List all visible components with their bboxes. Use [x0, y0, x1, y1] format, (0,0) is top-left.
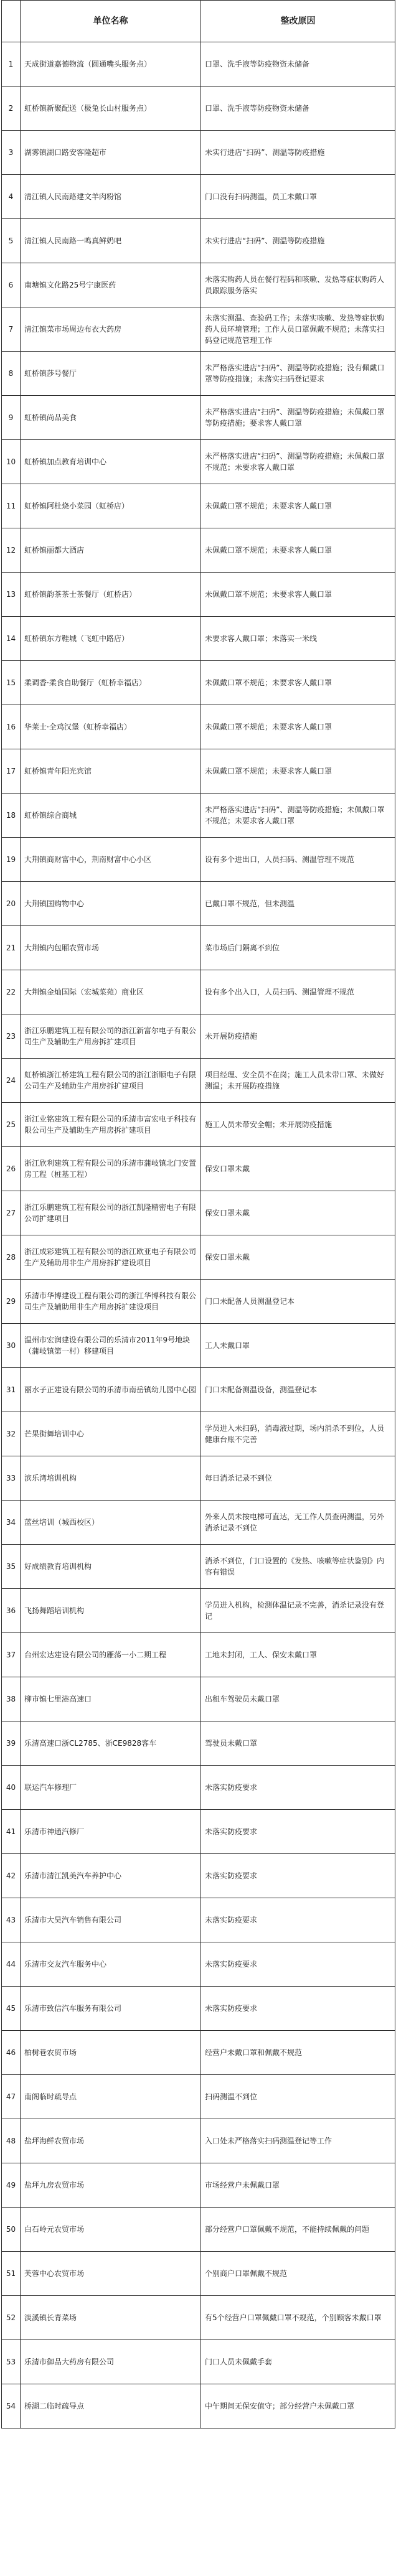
table-row [2, 42, 395, 87]
row-index: 18 [2, 794, 21, 838]
unit-name-cell: 浙江乐鹏建筑工程有限公司的浙江凯隆精密电子有限公司扩建项目 [21, 1191, 201, 1235]
reason-cell: 消杀不到位，门口设置的《发热、咳嗽等症状鉴别》内容有错误 [201, 1545, 395, 1589]
unit-name-cell: 南塘镇文化路25号宁康医药 [21, 263, 201, 307]
row-index: 20 [2, 882, 21, 926]
table-row [2, 1368, 395, 1412]
table-row [2, 2384, 395, 2428]
row-index: 12 [2, 528, 21, 573]
table-row [2, 1501, 395, 1545]
reason-cell: 未落实购药人员在餐行程码和咳嗽、发热等症状购药人员跟踪服务落实 [201, 263, 395, 307]
unit-name-cell: 乐清高速口浙CL2785、浙CE9828客车 [21, 1721, 201, 1766]
row-index: 39 [2, 1721, 21, 1766]
reason-cell: 门口人员未佩戴手套 [201, 2340, 395, 2384]
unit-name-cell: 乐清市御品大药房有限公司 [21, 2340, 201, 2384]
row-index: 31 [2, 1368, 21, 1412]
table-row [2, 2163, 395, 2208]
row-index: 16 [2, 705, 21, 749]
row-index: 3 [2, 131, 21, 175]
reason-cell: 门口没有扫码测温，员工未戴口罩 [201, 175, 395, 219]
unit-name-cell: 丽水子正建设有限公司的乐清市南岳镇幼儿园中心园 [21, 1368, 201, 1412]
unit-name-cell: 滨乐湾培训机构 [21, 1456, 201, 1501]
reason-cell: 施工人员未带安全帽；未开展防疫措施 [201, 1103, 395, 1147]
unit-name-cell: 乐清市清江凯美汽车养护中心 [21, 1854, 201, 1898]
table-row [2, 1987, 395, 2031]
row-index: 44 [2, 1942, 21, 1987]
unit-name-cell: 温州市宏润建设有限公司的乐清市2011年9号地块（蒲岐镇第一村）移建项目 [21, 1324, 201, 1368]
table-row [2, 307, 395, 352]
reason-cell: 未要求客人戴口罩；未落实一米线 [201, 617, 395, 661]
header-unit-name: 单位名称 [21, 1, 201, 42]
row-index: 34 [2, 1501, 21, 1545]
unit-name-cell: 虹桥镇加点教育培训中心 [21, 440, 201, 484]
table-row [2, 661, 395, 705]
table-row [2, 440, 395, 484]
unit-name-cell: 飞扬舞蹈培训机构 [21, 1589, 201, 1633]
unit-name-cell: 虹桥镇丽都大酒店 [21, 528, 201, 573]
unit-name-cell: 盐坪九房农贸市场 [21, 2163, 201, 2208]
reason-cell: 未实行进店“扫码”、测温等防疫措施 [201, 219, 395, 263]
table-row [2, 131, 395, 175]
reason-cell: 项目经理、安全员不在岗；施工人员未带口罩、未做好测温；未开展防疫措施 [201, 1059, 395, 1103]
row-index: 26 [2, 1147, 21, 1191]
unit-name-cell: 浙江成彩建筑工程有限公司的浙江欧亚电子有限公司生产及辅助用非生产用房拆扩建设项目 [21, 1235, 201, 1280]
row-index: 43 [2, 1898, 21, 1942]
table-row [2, 1412, 395, 1456]
row-index: 32 [2, 1412, 21, 1456]
header-reason: 整改原因 [201, 1, 395, 42]
reason-cell: 入口处未严格落实扫码测温登记等工作 [201, 2119, 395, 2163]
unit-name-cell: 虹桥镇综合商城 [21, 794, 201, 838]
unit-name-cell: 乐清市交友汽车服务中心 [21, 1942, 201, 1987]
unit-name-cell: 浙江欣利建筑工程有限公司的乐清市蒲岐镇北门安置房工程（桩基工程） [21, 1147, 201, 1191]
reason-cell: 未佩戴口罩不规范；未要求客人戴口罩 [201, 661, 395, 705]
table-row [2, 1810, 395, 1854]
row-index: 33 [2, 1456, 21, 1501]
row-index: 41 [2, 1810, 21, 1854]
table-row [2, 175, 395, 219]
reason-cell: 学员进入机构，检测体温记录不完善，消杀记录没有登记 [201, 1589, 395, 1633]
table-row [2, 2031, 395, 2075]
reason-cell: 扫码测温不到位 [201, 2075, 395, 2119]
row-index: 2 [2, 87, 21, 131]
unit-name-cell: 大荆镇内包厢农贸市场 [21, 926, 201, 970]
table-row [2, 882, 395, 926]
rectification-table [1, 0, 395, 2428]
table-header-row [2, 1, 395, 42]
unit-name-cell: 清江镇人民南路建文羊肉粉馆 [21, 175, 201, 219]
reason-cell: 未佩戴口罩不规范；未要求客人戴口罩 [201, 573, 395, 617]
table-row [2, 1324, 395, 1368]
unit-name-cell: 好成绩教育培训机构 [21, 1545, 201, 1589]
table-row [2, 617, 395, 661]
row-index: 17 [2, 749, 21, 794]
row-index: 6 [2, 263, 21, 307]
table-row [2, 573, 395, 617]
table-row [2, 1147, 395, 1191]
table-row [2, 970, 395, 1014]
row-index: 8 [2, 352, 21, 396]
reason-cell: 未佩戴口罩不规范；未要求客人戴口罩 [201, 484, 395, 528]
row-index: 42 [2, 1854, 21, 1898]
table-row [2, 794, 395, 838]
row-index: 49 [2, 2163, 21, 2208]
table-row [2, 396, 395, 440]
reason-cell: 未佩戴口罩不规范；未要求客人戴口罩 [201, 528, 395, 573]
row-index: 35 [2, 1545, 21, 1589]
unit-name-cell: 盐坪海鲜农贸市场 [21, 2119, 201, 2163]
row-index: 5 [2, 219, 21, 263]
unit-name-cell: 清江镇人民南路一鸣真鲜奶吧 [21, 219, 201, 263]
table-row [2, 1854, 395, 1898]
header-index [2, 1, 21, 42]
unit-name-cell: 虹桥镇尚品美食 [21, 396, 201, 440]
row-index: 1 [2, 42, 21, 87]
reason-cell: 出租车驾驶员未戴口罩 [201, 1677, 395, 1721]
row-index: 15 [2, 661, 21, 705]
table-row [2, 1677, 395, 1721]
reason-cell: 未严格落实进店“扫码”、测温等防疫措施；没有佩戴口罩等防疫措施；未落实扫码登记要求 [201, 352, 395, 396]
row-index: 22 [2, 970, 21, 1014]
reason-cell: 每日消杀记录不到位 [201, 1456, 395, 1501]
reason-cell: 未严格落实进店“扫码”、测温等防疫措施；未佩戴口罩不规范；未要求客人戴口罩 [201, 794, 395, 838]
reason-cell: 未落实防疫要求 [201, 1942, 395, 1987]
row-index: 50 [2, 2208, 21, 2252]
table-row [2, 1103, 395, 1147]
reason-cell: 口罩、洗手液等防疫物资未储备 [201, 87, 395, 131]
unit-name-cell: 大荆镇商财富中心，荆南财富中心小区 [21, 838, 201, 882]
rectification-table-wrapper [1, 0, 395, 2428]
unit-name-cell: 联运汽车修理厂 [21, 1766, 201, 1810]
reason-cell: 市场经营户未佩戴口罩 [201, 2163, 395, 2208]
table-row [2, 1766, 395, 1810]
row-index: 7 [2, 307, 21, 352]
table-row [2, 2296, 395, 2340]
unit-name-cell: 柔调香·柔食自助餐厅（虹桥幸福店） [21, 661, 201, 705]
row-index: 19 [2, 838, 21, 882]
row-index: 13 [2, 573, 21, 617]
reason-cell: 未实行进店“扫码”、测温等防疫措施 [201, 131, 395, 175]
row-index: 30 [2, 1324, 21, 1368]
table-row [2, 1456, 395, 1501]
unit-name-cell: 虹桥镇韵茶茶士茶餐厅（虹桥店） [21, 573, 201, 617]
table-row [2, 1014, 395, 1059]
reason-cell: 中午期间无保安值守；部分经营户未佩戴口罩 [201, 2384, 395, 2428]
unit-name-cell: 虹桥镇新聚配送（极兔长山村服务点） [21, 87, 201, 131]
row-index: 37 [2, 1633, 21, 1677]
row-index: 51 [2, 2252, 21, 2296]
table-row [2, 2075, 395, 2119]
row-index: 24 [2, 1059, 21, 1103]
table-row [2, 1898, 395, 1942]
row-index: 14 [2, 617, 21, 661]
table-row [2, 1942, 395, 1987]
row-index: 45 [2, 1987, 21, 2031]
reason-cell: 未严格落实进店“扫码”、测温等防疫措施；未佩戴口罩等防疫措施；要求客人戴口罩 [201, 396, 395, 440]
unit-name-cell: 蓝丝培训（城西校区） [21, 1501, 201, 1545]
reason-cell: 门口未配备测温设备，测温登记本 [201, 1368, 395, 1412]
row-index: 40 [2, 1766, 21, 1810]
reason-cell: 有5个经营户口罩佩戴口罩不规范，个别顾客未戴口罩 [201, 2296, 395, 2340]
reason-cell: 未严格落实进店“扫码”、测温等防疫措施；未佩戴口罩不规范；未要求客人戴口罩 [201, 440, 395, 484]
row-index: 28 [2, 1235, 21, 1280]
row-index: 27 [2, 1191, 21, 1235]
reason-cell: 设有多个进出口，人员扫码、测温管理不规范 [201, 838, 395, 882]
table-row [2, 1191, 395, 1235]
unit-name-cell: 湖雾镇湖口路安客隆超市 [21, 131, 201, 175]
table-row [2, 484, 395, 528]
unit-name-cell: 南阁临时疏导点 [21, 2075, 201, 2119]
table-row [2, 2252, 395, 2296]
reason-cell: 工人未戴口罩 [201, 1324, 395, 1368]
row-index: 23 [2, 1014, 21, 1059]
reason-cell: 未落实防疫要求 [201, 1898, 395, 1942]
reason-cell: 已戴口罩不规范，但未测温 [201, 882, 395, 926]
reason-cell: 个别商户口罩佩戴不规范 [201, 2252, 395, 2296]
row-index: 52 [2, 2296, 21, 2340]
row-index: 9 [2, 396, 21, 440]
reason-cell: 设有多个出入口，人员扫码、测温管理不规范 [201, 970, 395, 1014]
table-row [2, 926, 395, 970]
reason-cell: 经营户未戴口罩和佩戴不规范 [201, 2031, 395, 2075]
unit-name-cell: 芙蓉中心农贸市场 [21, 2252, 201, 2296]
unit-name-cell: 乐清市大昊汽车销售有限公司 [21, 1898, 201, 1942]
unit-name-cell: 虹桥镇青年阳光宾馆 [21, 749, 201, 794]
reason-cell: 未落实防疫要求 [201, 1766, 395, 1810]
table-row [2, 263, 395, 307]
row-index: 53 [2, 2340, 21, 2384]
reason-cell: 未落实防疫要求 [201, 1854, 395, 1898]
unit-name-cell: 虹桥镇阿杜烧小菜园（虹桥店） [21, 484, 201, 528]
row-index: 46 [2, 2031, 21, 2075]
unit-name-cell: 清江镇菜市场周边布衣大药房 [21, 307, 201, 352]
table-row [2, 2119, 395, 2163]
unit-name-cell: 华莱士·全鸡汉堡（虹桥幸福店） [21, 705, 201, 749]
reason-cell: 未落实测温、查验码工作；未落实咳嗽、发热等症状购药人员环境管理；工作人员口罩佩戴不规范；未落实扫码登记规范管理工作 [201, 307, 395, 352]
row-index: 4 [2, 175, 21, 219]
table-row [2, 1721, 395, 1766]
reason-cell: 保安口罩未戴 [201, 1191, 395, 1235]
unit-name-cell: 大荆镇国购物中心 [21, 882, 201, 926]
table-row [2, 838, 395, 882]
unit-name-cell: 台州宏达建设有限公司的雁荡一小二期工程 [21, 1633, 201, 1677]
reason-cell: 菜市场后门隔离不到位 [201, 926, 395, 970]
table-row [2, 705, 395, 749]
reason-cell: 工地未封闭，工人、保安未戴口罩 [201, 1633, 395, 1677]
unit-name-cell: 虹桥镇东方鞋城（飞虹中路店） [21, 617, 201, 661]
row-index: 47 [2, 2075, 21, 2119]
table-row [2, 2208, 395, 2252]
reason-cell: 未落实防疫要求 [201, 1987, 395, 2031]
reason-cell: 未开展防疫措施 [201, 1014, 395, 1059]
row-index: 29 [2, 1280, 21, 1324]
unit-name-cell: 虹桥镇莎号餐厅 [21, 352, 201, 396]
unit-name-cell: 桥湖二临时疏导点 [21, 2384, 201, 2428]
table-row [2, 352, 395, 396]
table-row [2, 1235, 395, 1280]
table-body [2, 42, 395, 2428]
table-row [2, 1589, 395, 1633]
unit-name-cell: 浙江乐鹏建筑工程有限公司的浙江新富尔电子有限公司生产及辅助生产用房拆扩建项目 [21, 1014, 201, 1059]
reason-cell: 未佩戴口罩不规范；未要求客人戴口罩 [201, 705, 395, 749]
table-row [2, 1545, 395, 1589]
reason-cell: 部分经营户口罩佩戴不规范，不能持续佩戴的问题 [201, 2208, 395, 2252]
reason-cell: 未佩戴口罩不规范；未要求客人戴口罩 [201, 749, 395, 794]
table-row [2, 1280, 395, 1324]
unit-name-cell: 乐清市华博建设工程有限公司的浙江华博科技有限公司生产及辅助用非生产用房拆扩建设项目 [21, 1280, 201, 1324]
row-index: 36 [2, 1589, 21, 1633]
row-index: 21 [2, 926, 21, 970]
table-row [2, 749, 395, 794]
reason-cell: 门口未配备人员测温登记本 [201, 1280, 395, 1324]
reason-cell: 保安口罩未戴 [201, 1235, 395, 1280]
reason-cell: 未落实防疫要求 [201, 1810, 395, 1854]
reason-cell: 驾驶员未戴口罩 [201, 1721, 395, 1766]
unit-name-cell: 淡溪镇长青菜场 [21, 2296, 201, 2340]
row-index: 54 [2, 2384, 21, 2428]
unit-name-cell: 乐清市神通汽修厂 [21, 1810, 201, 1854]
unit-name-cell: 天成街道嘉德物流（圆通嘴头服务点） [21, 42, 201, 87]
row-index: 25 [2, 1103, 21, 1147]
reason-cell: 学员进入未扫码，消毒液过期，场内消杀不到位，人员健康台账不完善 [201, 1412, 395, 1456]
unit-name-cell: 大荆镇金灿国际（宏城菜苑）商业区 [21, 970, 201, 1014]
reason-cell: 保安口罩未戴 [201, 1147, 395, 1191]
table-row [2, 1059, 395, 1103]
row-index: 10 [2, 440, 21, 484]
table-row [2, 528, 395, 573]
unit-name-cell: 乐清市致信汽车服务有限公司 [21, 1987, 201, 2031]
unit-name-cell: 虹桥镇浙江桥建筑工程有限公司的浙江浙顺电子有限公司生产及辅助生产用房拆扩建项目 [21, 1059, 201, 1103]
unit-name-cell: 白石岭元农贸市场 [21, 2208, 201, 2252]
table-row [2, 1633, 395, 1677]
table-row [2, 219, 395, 263]
row-index: 48 [2, 2119, 21, 2163]
row-index: 11 [2, 484, 21, 528]
reason-cell: 口罩、洗手液等防疫物资未储备 [201, 42, 395, 87]
unit-name-cell: 浙江业铭建筑工程有限公司的乐清市富宏电子科技有限公司生产及辅助生产用房拆扩建项目 [21, 1103, 201, 1147]
unit-name-cell: 柏树巷农贸市场 [21, 2031, 201, 2075]
unit-name-cell: 芒果街舞培训中心 [21, 1412, 201, 1456]
row-index: 38 [2, 1677, 21, 1721]
table-row [2, 2340, 395, 2384]
table-row [2, 87, 395, 131]
unit-name-cell: 柳市镇七里港高速口 [21, 1677, 201, 1721]
reason-cell: 外来人员未按电梯可直达，无工作人员查码测温，另外消杀记录不到位 [201, 1501, 395, 1545]
